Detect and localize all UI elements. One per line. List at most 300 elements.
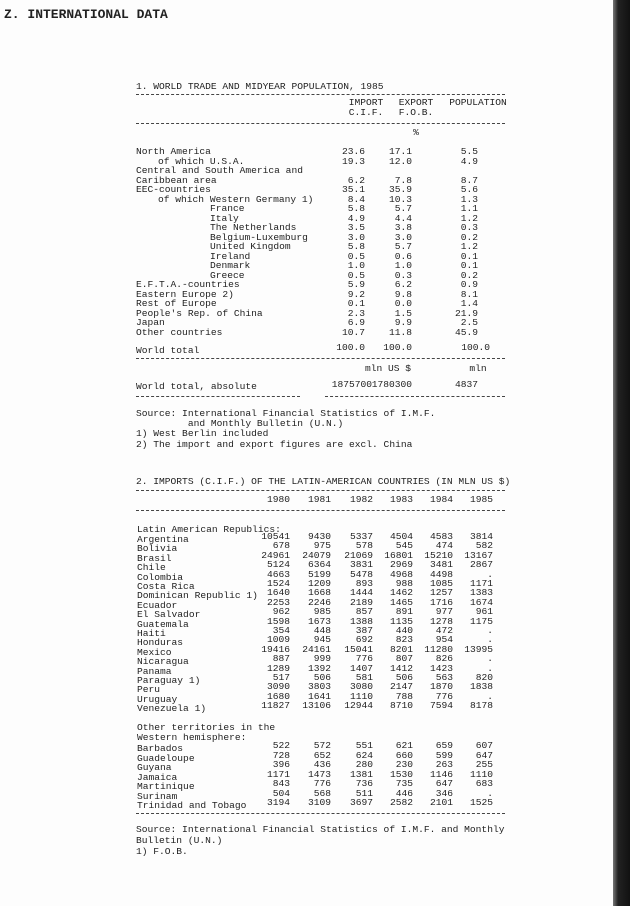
- table1-cell: 1.5: [394, 307, 412, 319]
- table1-row-label: France: [210, 203, 245, 214]
- table1-cell: 6.2: [347, 174, 365, 186]
- table2-cell: 10541: [261, 531, 290, 542]
- table2-cell: 843: [272, 778, 290, 789]
- table2-cell: 1407: [349, 662, 373, 674]
- table2-cell: 1524: [266, 578, 290, 589]
- table2-cell: 1209: [307, 578, 331, 589]
- table1-cell: 4.9: [460, 155, 478, 167]
- dashed-rule: [136, 490, 505, 491]
- table2-cell: 776: [355, 653, 373, 665]
- page-title: Z. INTERNATIONAL DATA: [4, 7, 168, 22]
- world-total-value: 100.0: [461, 342, 490, 353]
- table2-row-label: Barbados: [137, 743, 184, 754]
- table1-note: Source: International Financial Statistics of I.M.F.: [136, 408, 436, 419]
- table1-cell: 10.3: [388, 193, 412, 205]
- table2-cell: 5199: [307, 568, 331, 580]
- table2-cell: 1641: [307, 690, 331, 702]
- table2-cell: 446: [395, 787, 413, 799]
- table2-row-label: Guadeloupe: [137, 752, 195, 764]
- table2-cell: 1110: [469, 768, 493, 780]
- table1-cell: 17.1: [388, 146, 412, 157]
- table2-cell: 3481: [429, 559, 453, 571]
- table2-cell: 1110: [349, 690, 373, 702]
- table2-cell: 652: [313, 749, 331, 761]
- table2-cell: 1530: [389, 768, 413, 780]
- table1-cell: 3.8: [394, 222, 412, 233]
- table2-cell: 8201: [389, 643, 413, 655]
- world-total-abs-value: 4837: [454, 379, 478, 390]
- table2-cell: 551: [355, 740, 373, 751]
- table1-cell: 0.3: [460, 222, 478, 233]
- table1-cell: 2.5: [460, 317, 478, 328]
- table2-cell: 21069: [344, 549, 373, 561]
- table2-row-label: Guatemala: [137, 618, 189, 630]
- table2-cell: 24079: [302, 549, 331, 561]
- table2-cell: 522: [272, 740, 290, 751]
- table1-cell: 0.0: [394, 298, 412, 309]
- table1-row-label: E.F.T.A.-countries: [136, 279, 240, 290]
- table2-cell: 2101: [429, 797, 453, 808]
- table1-row-label: Rest of Europe: [136, 298, 217, 309]
- table2-cell: 988: [395, 578, 413, 589]
- table2-cell: 659: [435, 740, 453, 751]
- world-total-abs-value: 1875700: [331, 379, 372, 390]
- table1-cell: 1.1: [460, 203, 478, 214]
- table2-cell: 2969: [389, 559, 413, 571]
- table2-cell: 504: [272, 787, 290, 799]
- table2-cell: 4583: [429, 531, 453, 542]
- table1-cell: 23.6: [341, 146, 365, 157]
- table1-row-label: Central and South America and: [136, 165, 303, 176]
- table2-cell: 1257: [429, 587, 453, 599]
- table2-cell: 985: [313, 606, 331, 618]
- table1-header: IMPORT: [348, 97, 384, 108]
- table2-note: 1) F.O.B.: [136, 846, 188, 857]
- table1-cell: 5.8: [347, 241, 365, 252]
- table1-cell: 0.1: [347, 298, 365, 309]
- table2-cell: 1423: [429, 662, 453, 674]
- table2-cell: 1465: [389, 596, 413, 608]
- table2-cell: .: [487, 653, 493, 665]
- table1-row-label: of which U.S.A.: [158, 155, 245, 167]
- table2-cell: 735: [395, 778, 413, 789]
- table2-cell: 24161: [302, 643, 331, 655]
- table2-cell: 545: [395, 540, 413, 552]
- table2-cell: 1673: [307, 615, 331, 627]
- table1-cell: 6.9: [347, 317, 365, 328]
- table2-cell: 255: [475, 759, 493, 770]
- table2-cell: 1444: [349, 587, 373, 599]
- table2-cell: 511: [355, 787, 373, 799]
- table1-cell: 5.7: [394, 241, 412, 252]
- table2-cell: 945: [313, 634, 331, 646]
- table2-row-label: Costa Rica: [137, 581, 195, 592]
- table1-cell: 0.6: [394, 250, 412, 262]
- table2-cell: 599: [435, 749, 453, 761]
- table2-row-label: Guyana: [137, 762, 172, 773]
- table1-cell: 0.5: [347, 269, 365, 281]
- table1-header: POPULATION: [449, 97, 507, 108]
- table2-cell: 8178: [469, 700, 493, 712]
- table1-cell: 1.2: [460, 241, 478, 252]
- table2-row-label: Honduras: [137, 637, 184, 649]
- table2-row-label: Martinique: [137, 781, 195, 792]
- table2-cell: 2253: [266, 596, 290, 608]
- table1-cell: 5.8: [347, 203, 365, 214]
- table2-cell: 1412: [389, 662, 413, 674]
- table1-cell: 1.3: [460, 193, 478, 205]
- table2-cell: 1392: [307, 662, 331, 674]
- table1-cell: 0.3: [394, 269, 412, 281]
- table2-row-label: Uruguay: [137, 693, 178, 705]
- table1-cell: 10.7: [341, 326, 365, 338]
- table1-note: 1) West Berlin included: [136, 428, 269, 440]
- table2-cell: 857: [355, 606, 373, 618]
- unit-mln-usd: mln US $: [364, 363, 412, 374]
- table2-row-label: Nicaragua: [137, 656, 189, 668]
- table2-row-label: Dominican Republic 1): [137, 590, 258, 602]
- table1-row-label: EEC-countries: [136, 184, 211, 195]
- table2-cell: 5478: [349, 568, 373, 580]
- dashed-rule: [325, 396, 505, 397]
- dashed-rule: [136, 396, 300, 397]
- table2-cell: 1680: [266, 690, 290, 702]
- year-header: 1980: [266, 494, 290, 505]
- year-header: 1984: [429, 494, 453, 505]
- table2-cell: 4498: [429, 568, 453, 580]
- table1-note: 2) The import and export figures are excl. China: [136, 438, 413, 450]
- table1-cell: 5.7: [394, 203, 412, 214]
- table2-cell: 5337: [349, 531, 373, 542]
- table2-cell: 887: [272, 653, 290, 665]
- table2-cell: 1146: [429, 768, 453, 780]
- table2-cell: 4504: [389, 531, 413, 542]
- table1-cell: 4.4: [394, 212, 412, 224]
- year-header: 1983: [389, 494, 413, 505]
- table2-cell: 2246: [307, 596, 331, 608]
- dashed-rule: [136, 510, 505, 511]
- table1-note: and Monthly Bulletin (U.N.): [136, 418, 344, 430]
- table1-row-label: United Kingdom: [210, 241, 291, 252]
- table2-cell: 891: [395, 606, 413, 618]
- table2-cell: 263: [435, 759, 453, 770]
- table2-cell: 11827: [261, 700, 290, 712]
- table2-cell: 4968: [389, 568, 413, 580]
- table2-cell: 1085: [429, 578, 453, 589]
- table2-cell: 24961: [261, 549, 290, 561]
- table2-cell: 16801: [384, 549, 413, 561]
- table2-row-label: Panama: [137, 665, 172, 677]
- table2-cell: 820: [475, 672, 493, 683]
- table2-cell: 621: [395, 740, 413, 751]
- table2-cell: .: [487, 568, 493, 580]
- table2-cell: 5124: [266, 559, 290, 571]
- table2-cell: 1640: [266, 587, 290, 599]
- table1-row-label: of which Western Germany 1): [158, 193, 314, 205]
- table2-row-label: Peru: [137, 684, 161, 696]
- table1-cell: 8.7: [460, 174, 478, 186]
- table2-cell: 8710: [389, 700, 413, 712]
- table2-row-label: Ecuador: [137, 599, 178, 611]
- table1-cell: 0.1: [460, 260, 478, 271]
- table2-row-label: Argentina: [137, 534, 189, 545]
- table2-cell: 999: [313, 653, 331, 665]
- table2-cell: 13995: [464, 643, 493, 655]
- table2-cell: 582: [475, 540, 493, 552]
- table2-cell: 1870: [429, 681, 453, 693]
- table1-cell: 5.6: [460, 184, 478, 195]
- table1-cell: 1.4: [460, 298, 478, 309]
- group-heading: Latin American Republics:: [137, 524, 281, 535]
- table2-cell: 728: [272, 749, 290, 761]
- table2-cell: 1009: [266, 634, 290, 646]
- table2-cell: 736: [355, 778, 373, 789]
- table2-cell: 7594: [429, 700, 453, 712]
- table2-row-label: Mexico: [137, 646, 172, 658]
- table2-cell: 1171: [469, 578, 493, 589]
- table2-cell: 568: [313, 787, 331, 799]
- table2-title: 2. IMPORTS (C.I.F.) OF THE LATIN-AMERICAN COUNTRIES (IN MLN US $): [136, 476, 511, 487]
- table1-cell: 0.9: [460, 279, 478, 290]
- group-heading: Western hemisphere:: [137, 732, 247, 743]
- table2-cell: 354: [272, 625, 290, 636]
- table1-cell: 3.0: [347, 231, 365, 243]
- table1-cell: 8.4: [347, 193, 365, 205]
- table2-cell: 1289: [266, 662, 290, 674]
- table2-cell: 647: [435, 778, 453, 789]
- table1-header-sub: F.O.B.: [398, 107, 434, 118]
- table2-cell: 807: [395, 653, 413, 665]
- table2-cell: .: [487, 690, 493, 702]
- table2-cell: 4663: [266, 568, 290, 580]
- table1-cell: 9.2: [347, 288, 365, 300]
- table2-cell: 3803: [307, 681, 331, 693]
- table2-cell: 440: [395, 625, 413, 636]
- table2-cell: 230: [395, 759, 413, 770]
- table1-row-label: Other countries: [136, 326, 223, 338]
- table2-cell: 2189: [349, 596, 373, 608]
- table2-row-label: Venezuela 1): [137, 703, 207, 715]
- unit-mln: mln: [469, 363, 487, 374]
- table2-row-label: Chile: [137, 562, 166, 574]
- year-header: 1985: [469, 494, 493, 505]
- table1-row-label: People's Rep. of China: [136, 307, 263, 319]
- table2-cell: 474: [435, 540, 453, 552]
- table2-cell: 2147: [389, 681, 413, 693]
- table2-cell: 1674: [469, 596, 493, 608]
- table2-cell: 3831: [349, 559, 373, 571]
- table2-cell: 826: [435, 653, 453, 665]
- table2-cell: 2582: [389, 797, 413, 808]
- table2-note: Source: International Financial Statistics of I.M.F. and Monthly: [136, 824, 505, 835]
- table2-cell: 1278: [429, 615, 453, 627]
- table1-row-label: Ireland: [210, 250, 251, 262]
- table2-cell: 346: [435, 787, 453, 799]
- table2-cell: 624: [355, 749, 373, 761]
- table1-cell: 7.8: [394, 174, 412, 186]
- table1-row-label: Italy: [210, 212, 239, 224]
- table2-cell: 975: [313, 540, 331, 552]
- table2-cell: 788: [395, 690, 413, 702]
- table2-cell: 12944: [344, 700, 373, 712]
- table1-cell: 1.0: [347, 260, 365, 271]
- table2-cell: 683: [475, 778, 493, 789]
- table1-row-label: North America: [136, 146, 211, 157]
- table1-title: 1. WORLD TRADE AND MIDYEAR POPULATION, 1985: [136, 81, 384, 92]
- table2-cell: 1462: [389, 587, 413, 599]
- table2-cell: .: [487, 662, 493, 674]
- table1-header: EXPORT: [398, 97, 434, 108]
- world-total-abs-label: World total, absolute: [136, 381, 257, 392]
- table1-cell: 3.0: [394, 231, 412, 243]
- table2-cell: 3814: [469, 531, 493, 542]
- table1-row-label: Denmark: [210, 260, 251, 271]
- table1-cell: 0.2: [460, 269, 478, 281]
- table1-cell: 0.1: [460, 250, 478, 262]
- table2-cell: 1135: [389, 615, 413, 627]
- table2-cell: 563: [435, 672, 453, 683]
- table2-cell: 954: [435, 634, 453, 646]
- table2-cell: 3194: [266, 797, 290, 808]
- table1-cell: 3.5: [347, 222, 365, 233]
- table2-cell: 1598: [266, 615, 290, 627]
- table2-cell: 1716: [429, 596, 453, 608]
- table2-cell: 1668: [307, 587, 331, 599]
- table2-cell: 1473: [307, 768, 331, 780]
- table1-cell: 0.2: [460, 231, 478, 243]
- dashed-rule: [136, 813, 505, 814]
- table1-header-sub: C.I.F.: [348, 107, 384, 118]
- dashed-rule: [136, 358, 505, 359]
- table1-cell: 6.2: [394, 279, 412, 290]
- table2-cell: 13167: [464, 549, 493, 561]
- table2-cell: 1838: [469, 681, 493, 693]
- table2-cell: 660: [395, 749, 413, 761]
- table2-row-label: El Salvador: [137, 609, 201, 621]
- table2-cell: 1381: [349, 768, 373, 780]
- table2-row-label: Bolivia: [137, 543, 178, 555]
- table2-cell: 506: [395, 672, 413, 683]
- table2-cell: 678: [272, 540, 290, 552]
- world-total-label: World total: [136, 345, 200, 356]
- table2-cell: 1175: [469, 615, 493, 627]
- table2-cell: 692: [355, 634, 373, 646]
- scan-edge: [613, 0, 630, 906]
- table2-cell: 776: [313, 778, 331, 789]
- table1-cell: 45.9: [454, 326, 478, 338]
- table2-row-label: Jamaica: [137, 771, 178, 783]
- table2-cell: 607: [475, 740, 493, 751]
- table1-cell: 4.9: [347, 212, 365, 224]
- table1-cell: 2.3: [347, 307, 365, 319]
- table2-cell: 280: [355, 759, 373, 770]
- table1-row-label: Belgium-Luxemburg: [210, 231, 308, 243]
- table2-cell: 19416: [261, 643, 290, 655]
- unit-percent: %: [413, 127, 419, 138]
- table1-cell: 35.1: [341, 184, 365, 195]
- table2-cell: 961: [475, 606, 493, 618]
- table2-cell: 9430: [307, 531, 331, 542]
- table2-cell: 13106: [302, 700, 331, 712]
- table2-cell: 2867: [469, 559, 493, 571]
- table1-cell: 0.5: [347, 250, 365, 262]
- table1-row-label: Eastern Europe 2): [136, 288, 234, 300]
- table2-row-label: Surinam: [137, 790, 178, 802]
- table2-row-label: Paraguay 1): [137, 675, 201, 686]
- table1-cell: 5.5: [460, 146, 478, 157]
- year-header: 1981: [307, 494, 331, 505]
- table2-note: Bulletin (U.N.): [136, 835, 223, 846]
- table2-cell: .: [487, 787, 493, 799]
- table1-cell: 1.2: [460, 212, 478, 224]
- table2-cell: 823: [395, 634, 413, 646]
- table2-cell: 1171: [266, 768, 290, 780]
- table1-cell: 1.0: [394, 260, 412, 271]
- table1-cell: 5.9: [347, 279, 365, 290]
- table1-cell: 12.0: [388, 155, 412, 167]
- table2-cell: 11280: [424, 643, 453, 655]
- table1-cell: 21.9: [454, 307, 478, 319]
- table2-cell: .: [487, 634, 493, 646]
- world-total-value: 100.0: [336, 342, 365, 353]
- table2-cell: 6364: [307, 559, 331, 571]
- table1-cell: 11.8: [388, 326, 412, 338]
- table2-cell: 3090: [266, 681, 290, 693]
- table1-cell: 8.1: [460, 288, 478, 300]
- table2-cell: 3080: [349, 681, 373, 693]
- table2-row-label: Haiti: [137, 628, 166, 639]
- table2-cell: 572: [313, 740, 331, 751]
- table2-cell: 1525: [469, 797, 493, 808]
- table2-cell: 1388: [349, 615, 373, 627]
- world-total-value: 100.0: [383, 342, 412, 353]
- dashed-rule: [136, 94, 505, 95]
- world-total-abs-value: 1780300: [371, 379, 412, 390]
- table1-row-label: The Netherlands: [210, 222, 297, 233]
- dashed-rule: [136, 123, 505, 124]
- table1-row-label: Japan: [136, 317, 165, 328]
- table2-cell: 15210: [424, 549, 453, 561]
- table2-row-label: Trinidad and Tobago: [137, 800, 247, 811]
- table1-cell: 9.8: [394, 288, 412, 300]
- table1-cell: 35.9: [388, 184, 412, 195]
- table2-cell: 647: [475, 749, 493, 761]
- table2-cell: 578: [355, 540, 373, 552]
- table2-cell: 893: [355, 578, 373, 589]
- table1-cell: 19.3: [341, 155, 365, 167]
- table2-cell: 977: [435, 606, 453, 618]
- table2-cell: 396: [272, 759, 290, 770]
- table2-cell: 448: [313, 625, 331, 636]
- table1-cell: 9.9: [394, 317, 412, 328]
- year-header: 1982: [349, 494, 373, 505]
- table1-row-label: Caribbean area: [136, 174, 217, 186]
- table2-row-label: Brasil: [137, 552, 172, 564]
- table2-cell: 1383: [469, 587, 493, 599]
- table2-cell: 776: [435, 690, 453, 702]
- table2-cell: 15041: [344, 643, 373, 655]
- table1-row-label: Greece: [210, 269, 245, 281]
- table2-cell: 506: [313, 672, 331, 683]
- table2-cell: 3697: [349, 797, 373, 808]
- table2-cell: 581: [355, 672, 373, 683]
- table2-cell: 436: [313, 759, 331, 770]
- table2-cell: 517: [272, 672, 290, 683]
- table2-cell: .: [487, 625, 493, 636]
- table2-row-label: Colombia: [137, 571, 184, 583]
- group-heading: Other territories in the: [137, 722, 276, 733]
- table2-cell: 3109: [307, 797, 331, 808]
